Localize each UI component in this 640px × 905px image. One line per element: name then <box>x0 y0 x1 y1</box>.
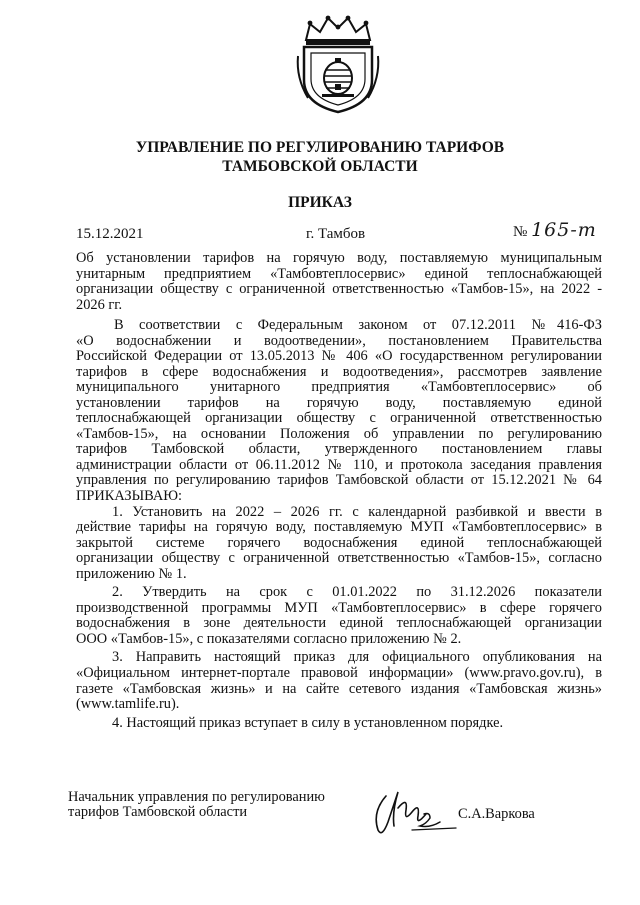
item-3-line: 3. Направить настоящий приказ для официального опубликования на <box>112 649 602 666</box>
number-prefix: № <box>513 224 528 240</box>
document-number <box>513 219 597 241</box>
item-1-line: приложению № 1. <box>76 565 187 582</box>
document-type: ПРИКАЗ <box>288 194 352 211</box>
position-line-2: тарифов Тамбовской области <box>68 804 248 820</box>
tambov-coat-of-arms-icon <box>294 14 382 114</box>
subject-line: унитарным предприятием «Тамбовтеплосервис» единой теплоснабжающей <box>76 265 602 282</box>
item-3-line: «Официальном интернет-портале правовой информации» (www.pravo.gov.ru), в <box>76 665 602 682</box>
preamble-line: «Тамбов-15», на основании Положения об управлении по регулированию <box>76 425 602 442</box>
subject-line: организации обществу с ограниченной ответственностью «Тамбов-15», на 2022 - <box>76 281 602 297</box>
subject-line: Об установлении тарифов на горячую воду, поставляемую муниципальным <box>76 250 602 266</box>
agency-name-line-2: ТАМБОВСКОЙ ОБЛАСТИ <box>222 158 418 175</box>
signer-name: С.А.Варкова <box>458 806 535 822</box>
document-subject <box>76 251 602 313</box>
handwritten-number: 165-т <box>531 219 597 241</box>
item-1-line: 1. Установить на 2022 – 2026 гг. с календарной разбивкой и ввести в <box>112 503 602 520</box>
item-3-line: газете «Тамбовская жизнь» и на сайте сетевого издания «Тамбовская жизнь» <box>76 680 602 697</box>
item-2-line: водоснабжения в зоне деятельности единой теплоснабжающей организации <box>76 615 602 632</box>
item-2-line: ООО «Тамбов-15», с показателями согласно приложению № 2. <box>76 630 462 647</box>
item-3-line: (www.tamlife.ru). <box>76 696 180 713</box>
preamble-line: теплоснабжающей организации обществу с ограниченной ответственностью <box>76 410 602 427</box>
agency-name <box>0 138 640 176</box>
preamble-line: «О водоснабжении и водоотведении», постановлением Правительства <box>76 332 602 349</box>
preamble-line: тарифов в сфере водоснабжения и водоотведения», рассмотрев заявление <box>76 363 602 380</box>
item-1-line: действие тарифы на горячую воду, поставляемую МУП «Тамбовтеплосервис» в <box>76 519 602 536</box>
position-line-1: Начальник управления по регулированию <box>68 789 325 805</box>
item-2-line: производственной программы МУП «Тамбовтеплосервис» в сфере горячего <box>76 599 602 616</box>
preamble-line: установлении тарифов на горячую воду, поставляемую единой <box>76 394 602 411</box>
agency-name-line-1: УПРАВЛЕНИЕ ПО РЕГУЛИРОВАНИЮ ТАРИФОВ <box>135 139 505 156</box>
preamble-line: администрации области от 06.11.2012 № 110, и протокола заседания правления <box>76 456 602 473</box>
preamble-line: управления по регулированию тарифов Тамбовской области от 15.12.2021 № 64 <box>76 472 602 489</box>
subject-line: 2026 гг. <box>76 296 123 313</box>
preamble-line: В соответствии с Федеральным законом от 07.12.2011 №416-ФЗ <box>114 317 602 333</box>
document-city: г. Тамбов <box>306 226 366 242</box>
item-1-line: организации обществу с ограниченной ответственностью «Тамбов-15», согласно <box>76 550 602 567</box>
document-body <box>76 318 602 731</box>
item-1-line: закрытой системе горячего водоснабжения единой теплоснабжающей <box>76 534 602 551</box>
document-date: 15.12.2021 <box>76 226 144 242</box>
item-4-line: 4. Настоящий приказ вступает в силу в установленном порядке. <box>112 714 504 731</box>
preamble-line: ПРИКАЗЫВАЮ: <box>76 488 183 505</box>
signatory-position <box>68 790 325 820</box>
handwritten-signature-icon <box>368 782 460 838</box>
preamble-line: тарифов Тамбовской области, утвержденного постановлением главы <box>76 441 602 458</box>
preamble-line: муниципального унитарного предприятия «Тамбовтеплосервис» об <box>76 379 602 396</box>
item-2-line: 2. Утвердить на срок с 01.01.2022 по 31.12.2026 показатели <box>112 584 602 601</box>
preamble-line: Российской Федерации от 13.05.2013 № 406 «О государственном регулировании <box>76 348 602 365</box>
